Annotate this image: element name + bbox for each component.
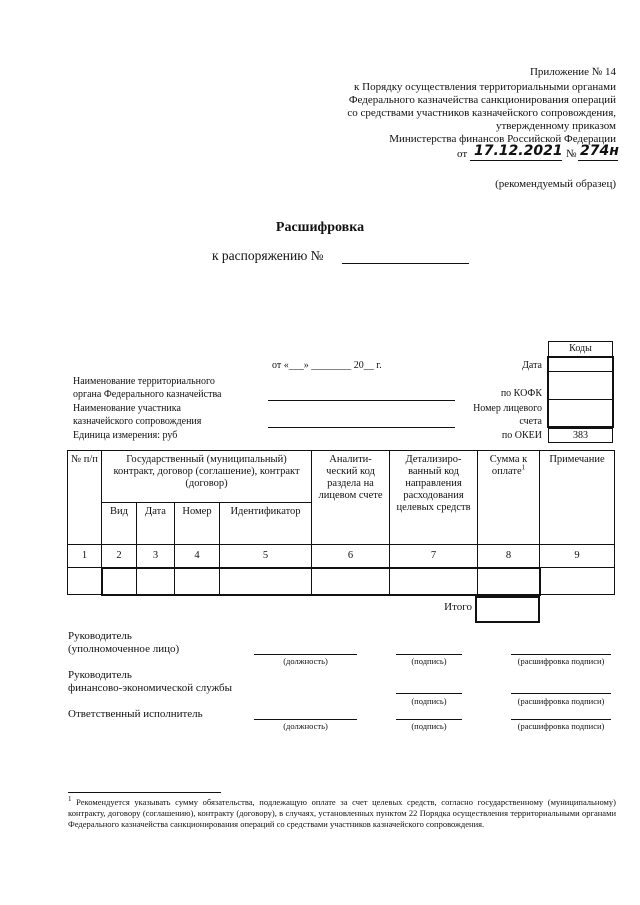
header-line-5: Министерства финансов Российской Федерации xyxy=(389,133,616,145)
col-kind-header: Вид xyxy=(102,503,137,545)
table-cell xyxy=(478,568,540,595)
col-index-5: 5 xyxy=(220,545,312,568)
col-number-header: № п/п xyxy=(68,451,102,545)
header-line-3: со средствами участников казначейского сопровождения, xyxy=(347,107,616,119)
col-sum-header: Сумма к оплате$^1$ xyxy=(478,451,540,545)
head-signature-caption: (подпись) xyxy=(411,656,447,666)
executor-signature-caption: (подпись) xyxy=(411,721,447,731)
head-label-1: Руководитель xyxy=(68,630,132,642)
head-decoding-caption: (расшифровка подписи) xyxy=(517,656,605,666)
fin-label-2: финансово-экономической службы xyxy=(68,682,233,694)
table-cell xyxy=(68,568,102,595)
order-number-handwritten: 274н xyxy=(580,143,619,159)
document-title: Расшифровка xyxy=(275,220,365,235)
head-label-2: (уполномоченное лицо) xyxy=(68,643,180,655)
table-cell xyxy=(102,568,137,595)
col-index-4: 4 xyxy=(175,545,220,568)
okei-code-cell: 383 xyxy=(548,428,613,443)
table-cell xyxy=(137,568,175,595)
col-index-8: 8 xyxy=(478,545,540,568)
codes-frame xyxy=(547,356,614,428)
executor-decoding-caption: (расшифровка подписи) xyxy=(517,721,605,731)
table-cell xyxy=(312,568,390,595)
footnote xyxy=(68,797,616,830)
table-cell xyxy=(390,568,478,595)
codes-header: Коды xyxy=(548,341,613,357)
form-date-line: от «___» ________ 20__ г. xyxy=(272,360,382,371)
header-line-1: к Порядку осуществления территориальными органами xyxy=(354,81,616,93)
order-date-prefix: от xyxy=(457,148,468,160)
order-number-prefix: № xyxy=(566,148,577,160)
fin-decoding-caption: (расшифровка подписи) xyxy=(517,696,605,706)
codes-account-label-2: счета xyxy=(519,416,542,427)
col-identifier-header: Идентификатор xyxy=(220,503,312,545)
codes-kofk-label: по КОФК xyxy=(500,388,542,399)
header-line-4: утвержденному приказом xyxy=(495,120,616,132)
codes-date-label: Дата xyxy=(522,360,542,371)
total-value-cell xyxy=(475,596,540,623)
footnote-text: Рекомендуется указывать сумму обязательства, подлежащую оплате за счет целевых средств, согласно государственному (муниципальному) контракту, договору (соглашению), контракту (договору), в случаях, установленных пунктом 22 Порядка осуществления территориальными органами Федерального казначейства санкционирования операций со средствами участников казначейского сопровождения. xyxy=(68,797,617,829)
col-detailed-code-header: Детализиро-ванный код направления расходования целевых средств xyxy=(390,451,478,545)
fin-signature-caption: (подпись) xyxy=(411,696,447,706)
col-date-header: Дата xyxy=(137,503,175,545)
col-index-6: 6 xyxy=(312,545,390,568)
org-label-1: Наименование территориального xyxy=(73,376,215,387)
col-num-header: Номер xyxy=(175,503,220,545)
unit-label: Единица измерения: руб xyxy=(73,430,178,441)
org-label-2: органа Федерального казначейства xyxy=(73,389,222,400)
col-contract-header: Государственный (муниципальный) контракт, договор (соглашение), контракт (договор) xyxy=(102,451,312,503)
table-row xyxy=(68,568,615,595)
table-cell xyxy=(220,568,312,595)
executor-label: Ответственный исполнитель xyxy=(68,708,203,720)
total-label: Итого xyxy=(444,601,472,613)
col-index-3: 3 xyxy=(137,545,175,568)
col-index-7: 7 xyxy=(390,545,478,568)
table-cell xyxy=(540,568,615,595)
appendix-number: Приложение № 14 xyxy=(529,66,616,78)
codes-account-label-1: Номер лицевого xyxy=(473,403,542,414)
main-table xyxy=(67,450,615,596)
footnote-mark: 1 xyxy=(68,795,72,804)
col-analytic-code-header: Аналити-ческий код раздела на лицевом счете xyxy=(312,451,390,545)
codes-okei-label: по ОКЕИ xyxy=(501,430,542,441)
fin-label-1: Руководитель xyxy=(68,669,132,681)
participant-label-1: Наименование участника xyxy=(73,403,181,414)
table-cell xyxy=(175,568,220,595)
col-note-header: Примечание xyxy=(540,451,615,545)
document-subtitle: к распоряжению № xyxy=(212,248,324,263)
order-date-handwritten: 17.12.2021 xyxy=(474,143,563,159)
header-line-2: Федерального казначейства санкционирования операций xyxy=(348,94,616,106)
col-index-1: 1 xyxy=(68,545,102,568)
col-index-2: 2 xyxy=(102,545,137,568)
participant-label-2: казначейского сопровождения xyxy=(73,416,202,427)
col-index-9: 9 xyxy=(540,545,615,568)
head-position-caption: (должность) xyxy=(283,656,328,666)
executor-position-caption: (должность) xyxy=(283,721,328,731)
sample-note: (рекомендуемый образец) xyxy=(495,178,616,190)
